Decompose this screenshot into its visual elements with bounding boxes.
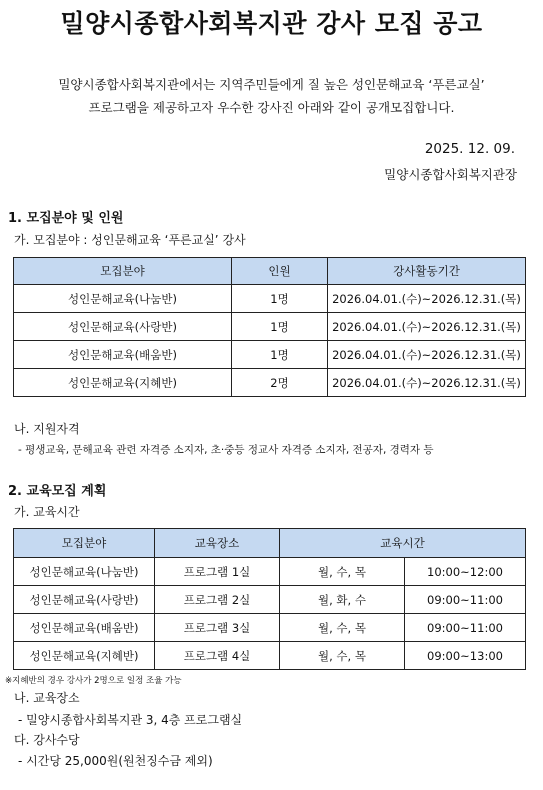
schedule-note: ※지혜반의 경우 강사가 2명으로 일정 조율 가능 xyxy=(5,676,182,686)
table-row xyxy=(14,341,526,369)
cell-field: 성인문해교육(사랑반) xyxy=(14,586,155,614)
cell-hours: 09:00~11:00 xyxy=(405,614,526,642)
cell-field: 성인문해교육(지혜반) xyxy=(14,642,155,670)
cell-period: 2026.04.01.(수)~2026.12.31.(목) xyxy=(328,313,526,341)
intro-paragraph xyxy=(16,73,527,119)
cell-days: 월, 화, 수 xyxy=(280,586,405,614)
header-period: 강사활동기간 xyxy=(328,258,526,285)
cell-count: 1명 xyxy=(232,341,328,369)
header-count: 인원 xyxy=(232,258,328,285)
table-header-row xyxy=(14,529,526,558)
section2-sub-b: 나. 교육장소 xyxy=(14,691,80,705)
cell-field: 성인문해교육(지혜반) xyxy=(14,369,232,397)
intro-line-1: 밀양시종합사회복지관에서는 지역주민들에게 질 높은 성인문해교육 ‘푸른교실’ xyxy=(58,77,485,92)
cell-count: 1명 xyxy=(232,285,328,313)
issuer-name: 밀양시종합사회복지관장 xyxy=(384,167,517,182)
table-row xyxy=(14,586,526,614)
cell-period: 2026.04.01.(수)~2026.12.31.(목) xyxy=(328,341,526,369)
cell-place: 프로그램 2실 xyxy=(155,586,280,614)
table-row xyxy=(14,285,526,313)
cell-period: 2026.04.01.(수)~2026.12.31.(목) xyxy=(328,369,526,397)
pay-detail: - 시간당 25,000원(원천징수금 제외) xyxy=(18,754,213,768)
cell-field: 성인문해교육(사랑반) xyxy=(14,313,232,341)
notice-date: 2025. 12. 09. xyxy=(424,141,515,157)
cell-count: 2명 xyxy=(232,369,328,397)
cell-hours: 09:00~13:00 xyxy=(405,642,526,670)
section1-sub-b: 나. 지원자격 xyxy=(14,422,80,436)
cell-field: 성인문해교육(배움반) xyxy=(14,614,155,642)
cell-field: 성인문해교육(나눔반) xyxy=(14,285,232,313)
recruitment-table xyxy=(13,257,526,397)
schedule-table xyxy=(13,528,526,670)
cell-hours: 09:00~11:00 xyxy=(405,586,526,614)
cell-days: 월, 수, 목 xyxy=(280,558,405,586)
section2-sub-a: 가. 교육시간 xyxy=(14,505,80,519)
table-row xyxy=(14,313,526,341)
header-time: 교육시간 xyxy=(280,529,526,558)
location-detail: - 밀양시종합사회복지관 3, 4층 프로그램실 xyxy=(18,713,243,727)
intro-line-2: 프로그램을 제공하고자 우수한 강사진 아래와 같이 공개모집합니다. xyxy=(88,100,455,115)
cell-hours: 10:00~12:00 xyxy=(405,558,526,586)
header-place: 교육장소 xyxy=(155,529,280,558)
cell-period: 2026.04.01.(수)~2026.12.31.(목) xyxy=(328,285,526,313)
page-title: 밀양시종합사회복지관 강사 모집 공고 xyxy=(60,9,483,38)
table-row xyxy=(14,642,526,670)
cell-field: 성인문해교육(나눔반) xyxy=(14,558,155,586)
cell-days: 월, 수, 목 xyxy=(280,642,405,670)
section1-sub-a: 가. 모집분야 : 성인문해교육 ‘푸른교실’ 강사 xyxy=(14,233,246,247)
cell-count: 1명 xyxy=(232,313,328,341)
table-row xyxy=(14,614,526,642)
cell-field: 성인문해교육(배움반) xyxy=(14,341,232,369)
table-row xyxy=(14,369,526,397)
table-row xyxy=(14,558,526,586)
qualification-detail: - 평생교육, 문해교육 관련 자격증 소지자, 초·중등 정교사 자격증 소지자, 전공자, 경력자 등 xyxy=(18,444,434,456)
cell-place: 프로그램 1실 xyxy=(155,558,280,586)
cell-place: 프로그램 4실 xyxy=(155,642,280,670)
section1-heading: 1. 모집분야 및 인원 xyxy=(8,211,124,226)
header-field: 모집분야 xyxy=(14,258,232,285)
table-header-row xyxy=(14,258,526,285)
header-field: 모집분야 xyxy=(14,529,155,558)
section2-heading: 2. 교육모집 계획 xyxy=(8,484,107,499)
section2-sub-c: 다. 강사수당 xyxy=(14,733,80,747)
cell-days: 월, 수, 목 xyxy=(280,614,405,642)
cell-place: 프로그램 3실 xyxy=(155,614,280,642)
